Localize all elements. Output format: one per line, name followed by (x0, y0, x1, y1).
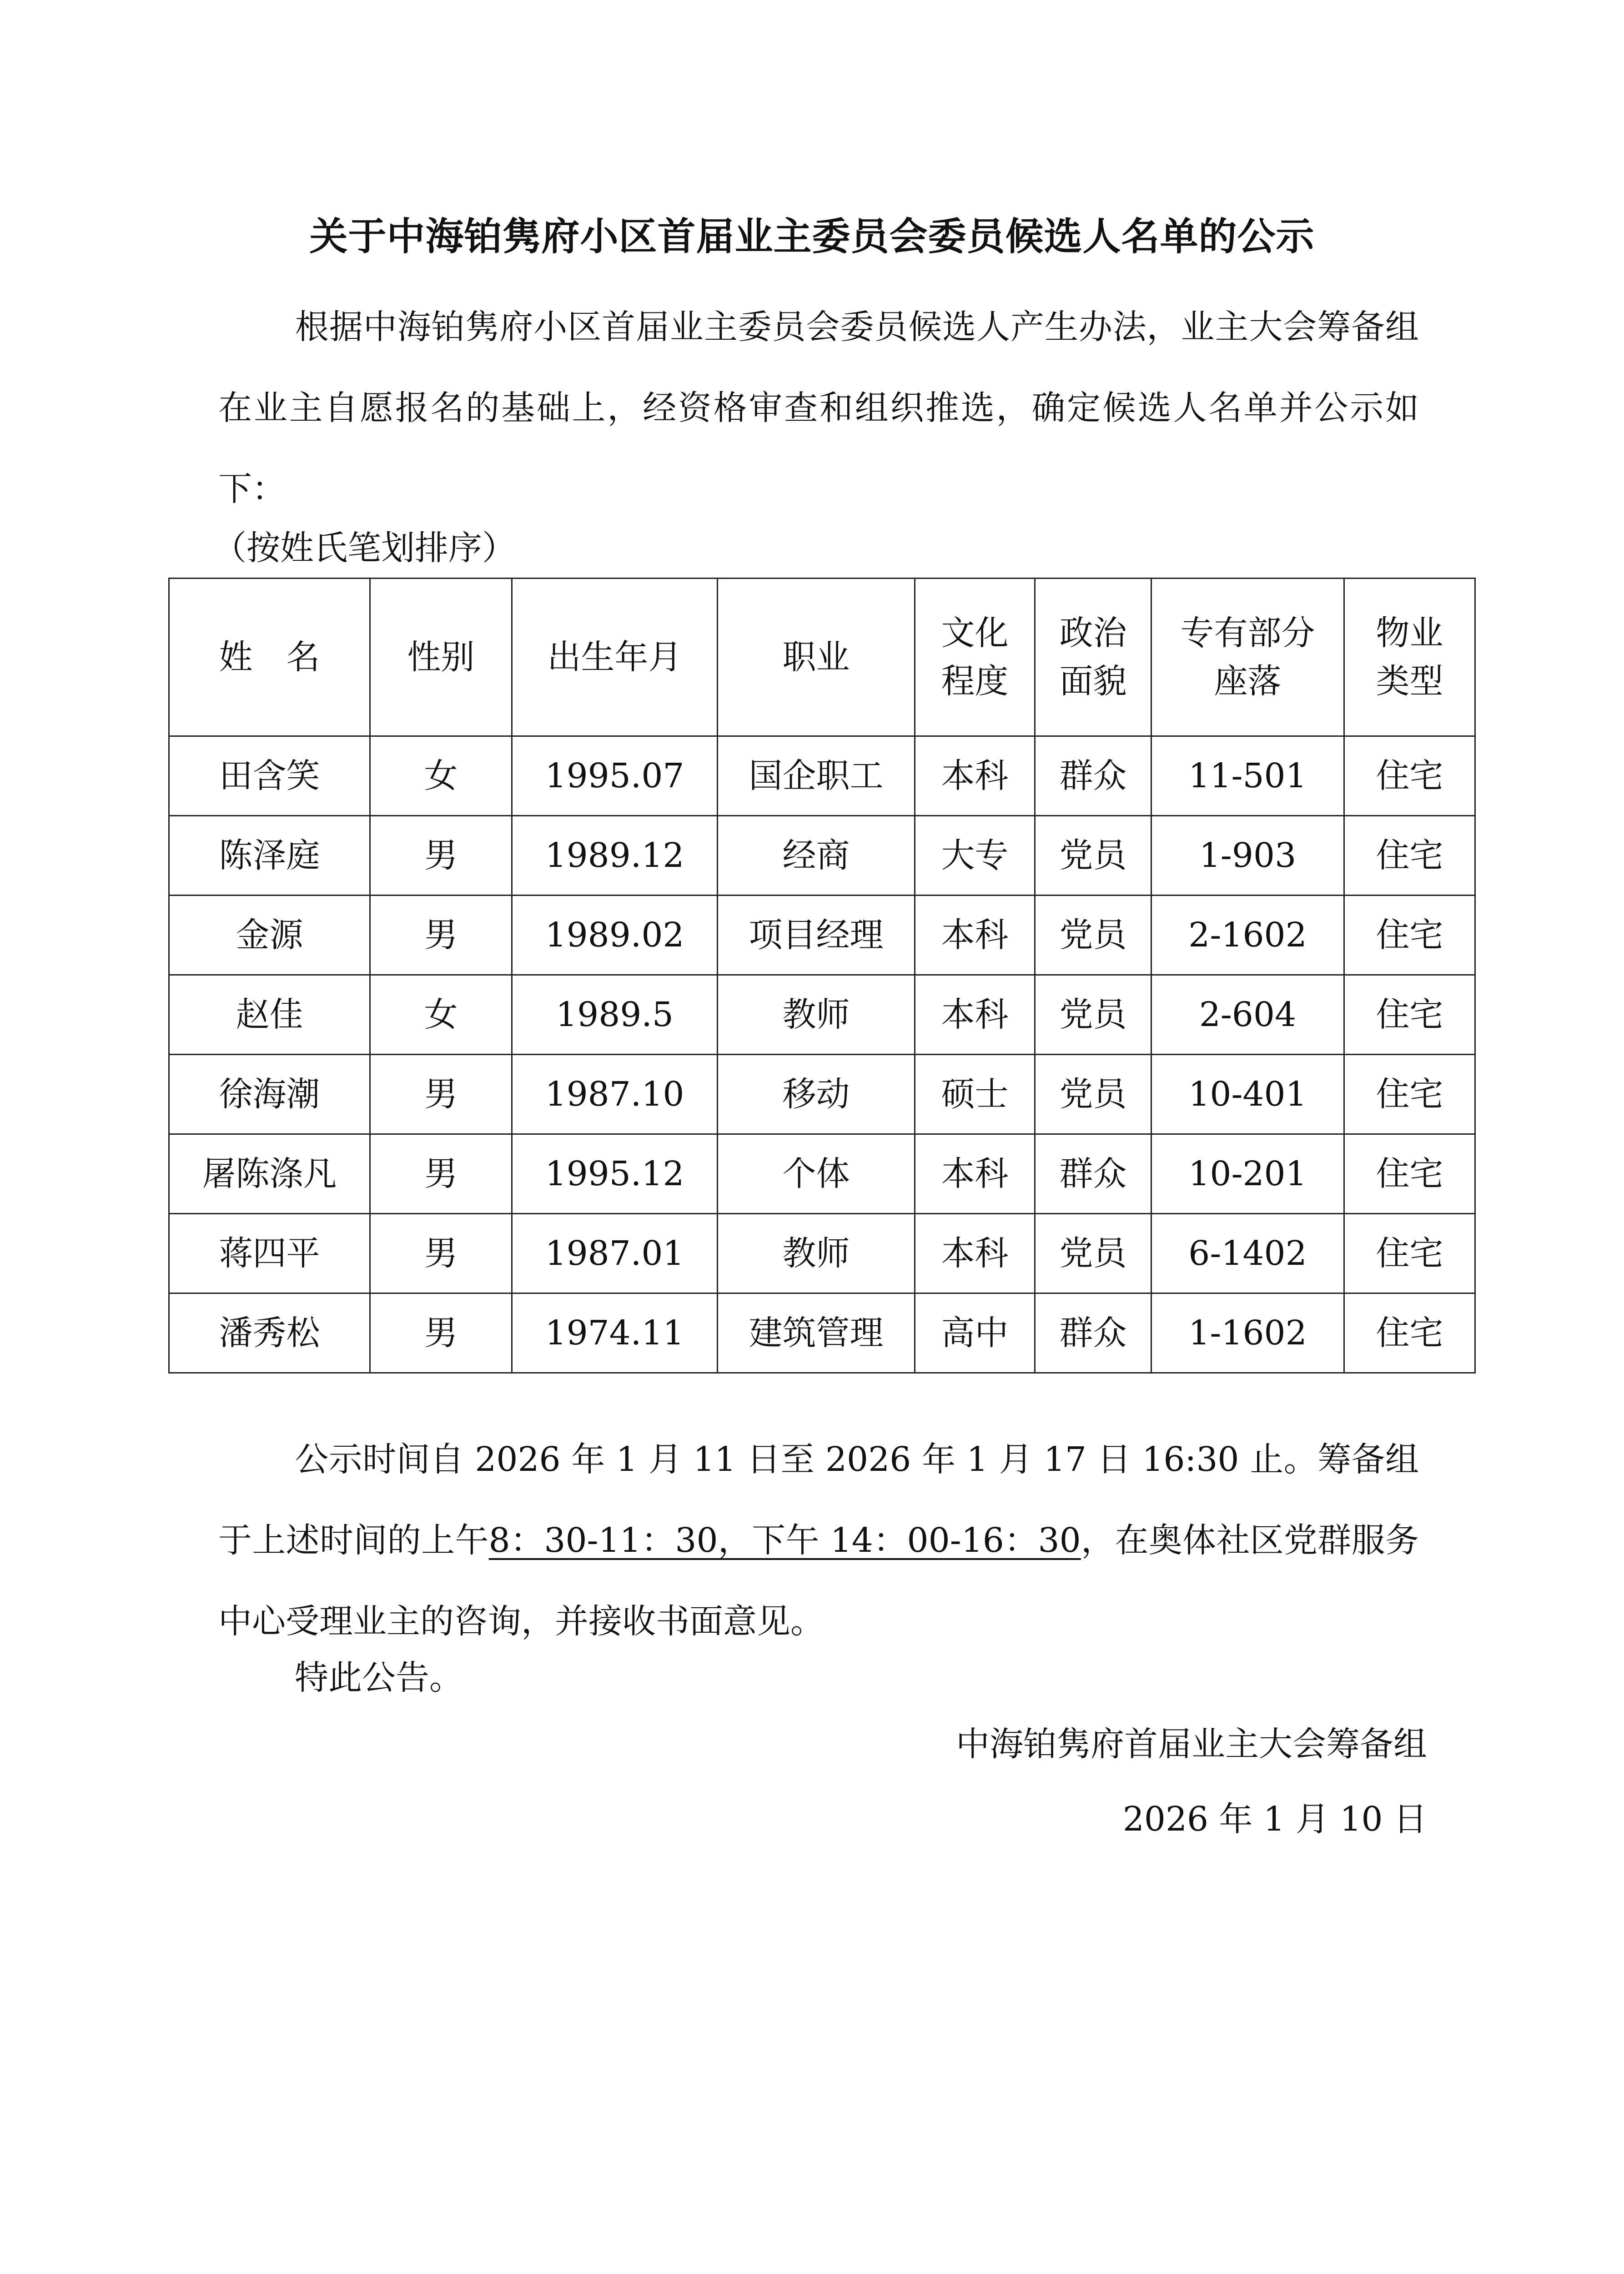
cell-birth: 1987.01 (512, 1214, 718, 1293)
intro-paragraph (218, 287, 1419, 529)
cell-occupation: 教师 (718, 975, 915, 1055)
cell-property-type: 住宅 (1344, 1055, 1475, 1134)
table-row (169, 816, 1475, 896)
cell-birth: 1989.12 (512, 816, 718, 896)
cell-gender: 男 (370, 1055, 512, 1134)
cell-gender: 女 (370, 736, 512, 816)
cell-political: 党员 (1035, 1055, 1151, 1134)
cell-political: 党员 (1035, 975, 1151, 1055)
table-row (169, 896, 1475, 975)
cell-education: 本科 (915, 1134, 1035, 1214)
cell-education: 硕士 (915, 1055, 1035, 1134)
closing-text: 特此公告。 (295, 1658, 463, 1697)
table-row (169, 1293, 1475, 1373)
cell-property-type: 住宅 (1344, 816, 1475, 896)
signature-date: 2026 年 1 月 10 日 (1122, 1800, 1427, 1839)
notice-text-2: ，在奥体社区党群服务中心受理业主的咨询，并接收书面意见。 (218, 1521, 1419, 1641)
cell-political: 群众 (1035, 1134, 1151, 1214)
cell-political: 党员 (1035, 1214, 1151, 1293)
cell-property-type: 住宅 (1344, 896, 1475, 975)
cell-unit: 2-1602 (1151, 896, 1344, 975)
cell-political: 党员 (1035, 896, 1151, 975)
intro-text: 根据中海铂隽府小区首届业主委员会委员候选人产生办法，业主大会筹备组在业主自愿报名的基础上，经资格审查和组织推选，确定候选人名单并公示如下： (218, 307, 1419, 508)
cell-unit: 6-1402 (1151, 1214, 1344, 1293)
header-political-text: 政治面貌 (1059, 614, 1127, 701)
cell-birth: 1995.12 (512, 1134, 718, 1214)
cell-name: 徐海潮 (169, 1055, 370, 1134)
sort-order-note: （按姓氏笔划排序） (213, 528, 516, 568)
cell-birth: 1989.02 (512, 896, 718, 975)
cell-unit: 1-1602 (1151, 1293, 1344, 1373)
header-political (1035, 579, 1151, 736)
closing-paragraph (218, 1637, 1419, 1718)
cell-name: 潘秀松 (169, 1293, 370, 1373)
cell-unit: 1-903 (1151, 816, 1344, 896)
notice-text-1: 公示时间自 2026 年 1 月 11 日至 2026 年 1 月 17 日 16:30 止。筹备组于上述时间的上午 (218, 1440, 1419, 1560)
cell-gender: 男 (370, 816, 512, 896)
cell-name: 金源 (169, 896, 370, 975)
reception-hours: 8：30-11：30，下午 14：00-16：30 (488, 1521, 1081, 1560)
cell-name: 陈泽庭 (169, 816, 370, 896)
cell-birth: 1987.10 (512, 1055, 718, 1134)
cell-property-type: 住宅 (1344, 1214, 1475, 1293)
table-header-row (169, 579, 1475, 736)
cell-education: 大专 (915, 816, 1035, 896)
candidate-table (168, 578, 1476, 1373)
cell-unit: 2-604 (1151, 975, 1344, 1055)
cell-property-type: 住宅 (1344, 975, 1475, 1055)
header-education (915, 579, 1035, 736)
cell-unit: 10-401 (1151, 1055, 1344, 1134)
notice-paragraph (218, 1419, 1419, 1662)
cell-political: 群众 (1035, 736, 1151, 816)
header-name: 姓 名 (169, 579, 370, 736)
cell-name: 赵佳 (169, 975, 370, 1055)
header-property-type (1344, 579, 1475, 736)
cell-name: 蒋四平 (169, 1214, 370, 1293)
cell-occupation: 国企职工 (718, 736, 915, 816)
table-row (169, 1134, 1475, 1214)
cell-occupation: 经商 (718, 816, 915, 896)
cell-gender: 男 (370, 1293, 512, 1373)
cell-gender: 女 (370, 975, 512, 1055)
cell-property-type: 住宅 (1344, 1293, 1475, 1373)
cell-birth: 1989.5 (512, 975, 718, 1055)
cell-birth: 1974.11 (512, 1293, 718, 1373)
header-education-text: 文化程度 (941, 614, 1009, 701)
table-row (169, 975, 1475, 1055)
cell-occupation: 项目经理 (718, 896, 915, 975)
cell-name: 屠陈涤凡 (169, 1134, 370, 1214)
header-property-type-text: 物业类型 (1376, 614, 1443, 701)
header-unit (1151, 579, 1344, 736)
cell-gender: 男 (370, 896, 512, 975)
cell-occupation: 教师 (718, 1214, 915, 1293)
signature-org: 中海铂隽府首届业主大会筹备组 (956, 1725, 1427, 1764)
cell-unit: 10-201 (1151, 1134, 1344, 1214)
cell-occupation: 建筑管理 (718, 1293, 915, 1373)
table-row (169, 1214, 1475, 1293)
header-unit-text: 专有部分座落 (1180, 614, 1315, 701)
cell-birth: 1995.07 (512, 736, 718, 816)
header-gender: 性别 (370, 579, 512, 736)
cell-name: 田含笑 (169, 736, 370, 816)
table-row (169, 736, 1475, 816)
cell-political: 群众 (1035, 1293, 1151, 1373)
cell-gender: 男 (370, 1214, 512, 1293)
header-birth: 出生年月 (512, 579, 718, 736)
cell-education: 本科 (915, 736, 1035, 816)
page-title: 关于中海铂隽府小区首届业主委员会委员候选人名单的公示 (309, 214, 1315, 259)
cell-education: 本科 (915, 896, 1035, 975)
header-occupation: 职业 (718, 579, 915, 736)
cell-political: 党员 (1035, 816, 1151, 896)
cell-education: 本科 (915, 975, 1035, 1055)
table-row (169, 1055, 1475, 1134)
cell-occupation: 个体 (718, 1134, 915, 1214)
cell-education: 本科 (915, 1214, 1035, 1293)
cell-occupation: 移动 (718, 1055, 915, 1134)
cell-education: 高中 (915, 1293, 1035, 1373)
cell-property-type: 住宅 (1344, 736, 1475, 816)
cell-unit: 11-501 (1151, 736, 1344, 816)
cell-gender: 男 (370, 1134, 512, 1214)
cell-property-type: 住宅 (1344, 1134, 1475, 1214)
